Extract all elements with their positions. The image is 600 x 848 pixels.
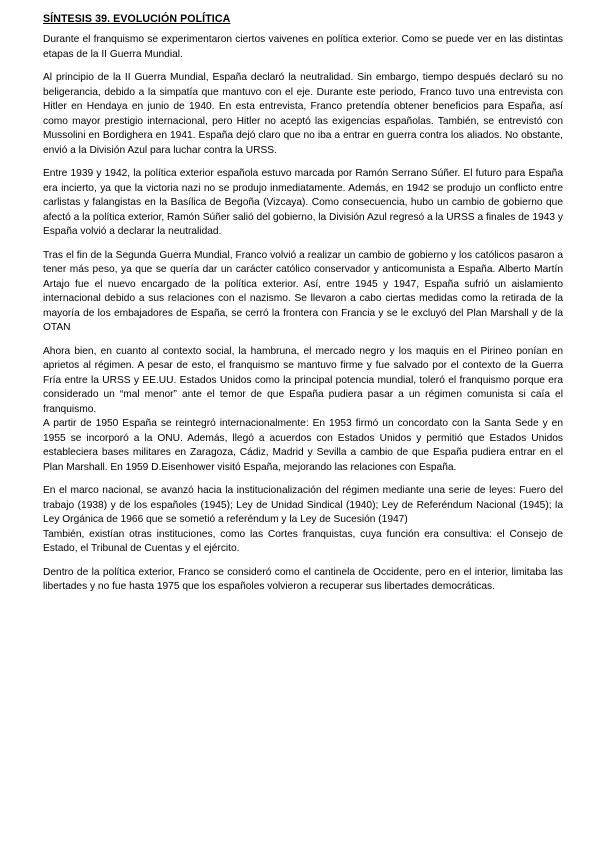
paragraph-institutions: También, existían otras instituciones, como las Cortes franquistas, cuya función era consultiva: el Consejo de Estado, el Tribunal de Cuentas y el ejército. [43, 528, 563, 554]
paragraph-intro: Durante el franquismo se experimentaron ciertos vaivenes en política exterior. Como se puede ver en las distintas etapas de la II Guerra Mundial. [43, 34, 563, 60]
paragraph-conclusion: Dentro de la política exterior, Franco se consideró como el cantinela de Occidente, pero en el interior, limitaba las libertades y no fue hasta 1975 que los españoles volvieron a recuperar sus libertades democráticas. [43, 566, 563, 592]
document-title: SÍNTESIS 39. EVOLUCIÓN POLÍTICA [43, 13, 231, 25]
paragraph-neutrality: Al principio de la II Guerra Mundial, España declaró la neutralidad. Sin embargo, tiempo después declaró su no beligerancia, debido a la simpatía que mantuvo con el eje. Durante este periodo, Franco tuvo una entrevista con Hitler en Hendaya en junio de 1940. En esta entrevista, Franco pretendía obtener beneficios para España, así como mayor prestigio internacional, pero Hitler no aceptó las exigencias españolas. También, se entrevistó con Mussolini en Bordighera en 1941. España dejó claro que no iba a entrar en guerra contra los aliados. No obstante, envió a la División Azul para luchar contra la URSS. [43, 72, 563, 156]
document-page [43, 12, 563, 604]
paragraph-cold-war: Ahora bien, en cuanto al contexto social, la hambruna, el mercado negro y los maquis en el Pirineo ponían en aprietos al régimen. A pesar de esto, el franquismo se mantuvo firme y fue salvado por el contexto de la Guerra Fría entre la URSS y EE.UU. Estados Unidos como la principal potencia mundial, toleró el franquismo porque era considerado un “mal menor” ante el temor de que España pudiera pasar a un régimen comunista si caía el franquismo. [43, 345, 563, 415]
paragraph-serrano-suner: Entre 1939 y 1942, la política exterior española estuvo marcada por Ramón Serrano Súñer. El futuro para España era incierto, ya que la victoria nazi no se produjo inmediatamente. Además, en 1942 se produjo un conflicto entre carlistas y falangistas en la Basílica de Begoña (Vizcaya). Como consecuencia, hubo un cambio de gobierno que afectó a la política exterior, Ramón Súñer salió del gobierno, la División Azul regresó a la URSS a finales de 1943 y España volvió a declarar la neutralidad. [43, 168, 563, 237]
paragraph-reintegration: A partir de 1950 España se reintegró internacionalmente: En 1953 firmó un concordato con la Santa Sede y en 1955 se incorporó a la ONU. Además, llegó a acuerdos con Estados Unidos y permitió que Estados Unidos estableciera bases militares en Zaragoza, Cádiz, Madrid y Sevilla a cambio de que España pudiera entrar en el Plan Marshall. En 1959 D.Eisenhower visitó España, mejorando las relaciones con España. [43, 418, 563, 473]
paragraph-institutionalization: En el marco nacional, se avanzó hacia la institucionalización del régimen mediante una serie de leyes: Fuero del trabajo (1938) y de los españoles (1945); Ley de Unidad Sindical (1940); Ley de Referéndum Nacional (1945); la Ley Orgánica de 1966 que se sometió a referéndum y la Ley de Sucesión (1947) [43, 485, 563, 525]
paragraph-isolation: Tras el fin de la Segunda Guerra Mundial, Franco volvió a realizar un cambio de gobierno y los católicos pasaron a tener más peso, ya que se quería dar un carácter católico conservador y anticomunista a España. Alberto Martín Artajo fue el nuevo encargado de la política exterior. Así, entre 1945 y 1947, España sufrió un aislamiento internacional debido a sus relaciones con el nazismo. Se llevaron a cabo ciertas medidas como la retirada de la mayoría de los embajadores de España, se cerró la frontera con Francia y se le excluyó del Plan Marshall y de la OTAN [43, 249, 563, 333]
